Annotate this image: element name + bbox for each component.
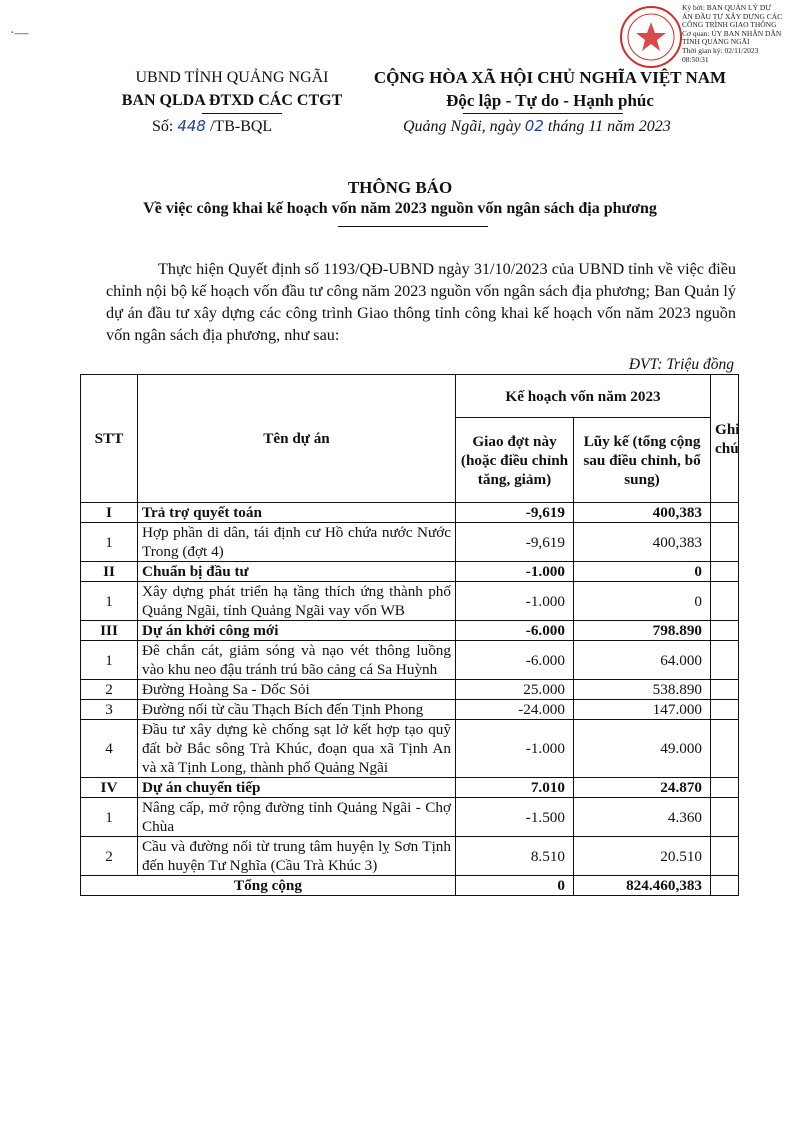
section-row — [81, 562, 739, 582]
signature-seal-icon — [618, 4, 684, 70]
total-cum: 824.460,383 — [574, 876, 711, 896]
signature-line: Ký bởi: BAN QUẢN LÝ DỰ — [682, 3, 772, 12]
document-subtitle: Về việc công khai kế hoạch vốn năm 2023 nguồn vốn ngân sách địa phương — [143, 200, 657, 217]
cell-alloc: -6.000 — [456, 621, 574, 641]
cell-stt: 1 — [81, 582, 138, 621]
cell-note — [711, 641, 739, 680]
header-stt: STT — [81, 375, 138, 503]
total-note — [711, 876, 739, 896]
cell-cum: 538.890 — [574, 680, 711, 700]
date-day: 02 — [524, 117, 544, 135]
cell-name: Nâng cấp, mở rộng đường tỉnh Quảng Ngãi - Chợ Chùa — [138, 798, 456, 837]
total-alloc: 0 — [456, 876, 574, 896]
doc-number-prefix: Số: — [152, 118, 174, 135]
cell-stt: 2 — [81, 837, 138, 876]
cell-note — [711, 798, 739, 837]
doc-number-suffix: /TB-BQL — [209, 118, 273, 135]
cell-name: Xây dựng phát triển hạ tầng thích ứng thành phố Quảng Ngãi, tỉnh Quảng Ngãi vay vốn WB — [138, 582, 456, 621]
cell-cum: 64.000 — [574, 641, 711, 680]
cell-stt: 1 — [81, 798, 138, 837]
table-row — [81, 700, 739, 720]
cell-name: Hợp phần di dân, tái định cư Hồ chứa nước Nước Trong (đợt 4) — [138, 523, 456, 562]
cell-stt: IV — [81, 778, 138, 798]
cell-name: Đầu tư xây dựng kè chống sạt lở kết hợp tạo quỹ đất bờ Bắc sông Trà Khúc, đoạn qua xã Tịnh An và xã Tịnh Long, thành phố Quảng Ngãi — [138, 720, 456, 778]
cell-name: Trả trợ quyết toán — [138, 503, 456, 523]
agency-parent: UBND TỈNH QUẢNG NGÃI — [135, 69, 329, 86]
cell-cum: 4.360 — [574, 798, 711, 837]
total-label: Tổng cộng — [81, 876, 456, 896]
cell-note — [711, 523, 739, 562]
document-number — [152, 117, 272, 136]
body-paragraph: Thực hiện Quyết định số 1193/QĐ-UBND ngày 31/10/2023 của UBND tỉnh về việc điều chỉnh nội bộ kế hoạch vốn đầu tư công năm 2023 nguồn vốn ngân sách địa phương; Ban Quản lý dự án đầu tư xây dựng các công trình Giao thông tỉnh công khai kế hoạch vốn năm 2023 nguồn vốn ngân sách địa phương, như sau: — [106, 260, 736, 344]
cell-alloc: 7.010 — [456, 778, 574, 798]
table-row — [81, 798, 739, 837]
signature-line: TỈNH QUẢNG NGÃI — [682, 37, 750, 47]
signature-line: ÁN ĐẦU TƯ XÂY DỰNG CÁC — [682, 11, 783, 21]
cell-alloc: -6.000 — [456, 641, 574, 680]
table-row — [81, 582, 739, 621]
margin-mark: ·— — [10, 26, 29, 41]
table-row — [81, 680, 739, 700]
cell-note — [711, 621, 739, 641]
cell-cum: 798.890 — [574, 621, 711, 641]
cell-cum: 400,383 — [574, 503, 711, 523]
unit-label: ĐVT: Triệu đồng — [628, 356, 734, 373]
section-row — [81, 503, 739, 523]
cell-alloc: -9,619 — [456, 523, 574, 562]
subtitle-underline — [338, 226, 488, 227]
cell-name: Dự án khởi công mới — [138, 621, 456, 641]
cell-note — [711, 582, 739, 621]
table-row — [81, 720, 739, 778]
cell-note — [711, 720, 739, 778]
cell-cum: 49.000 — [574, 720, 711, 778]
cell-cum: 0 — [574, 562, 711, 582]
cell-note — [711, 503, 739, 523]
table-body — [81, 503, 739, 896]
table-row — [81, 641, 739, 680]
agency-underline — [202, 113, 282, 114]
cell-alloc: 8.510 — [456, 837, 574, 876]
signature-line: CÔNG TRÌNH GIAO THÔNG — [682, 20, 777, 30]
date-suffix: tháng 11 năm 2023 — [547, 118, 671, 135]
header-cumulative: Lũy kế (tổng cộng sau điều chỉnh, bổ sung) — [574, 418, 711, 503]
cell-stt: 2 — [81, 680, 138, 700]
cell-note — [711, 778, 739, 798]
cell-alloc: -1.000 — [456, 720, 574, 778]
cell-name: Đường Hoàng Sa - Dốc Sỏi — [138, 680, 456, 700]
header-project-name: Tên dự án — [138, 375, 456, 503]
issuing-agency — [92, 66, 372, 112]
cell-stt: 4 — [81, 720, 138, 778]
cell-cum: 0 — [574, 582, 711, 621]
national-motto: Độc lập - Tự do - Hạnh phúc — [446, 91, 654, 110]
section-row — [81, 621, 739, 641]
capital-plan-table — [80, 374, 739, 896]
header-note: Ghi chú — [711, 375, 739, 503]
cell-cum: 400,383 — [574, 523, 711, 562]
signature-line: 08:50:31 — [682, 54, 709, 64]
document-title: THÔNG BÁO — [347, 178, 453, 197]
cell-name: Cầu và đường nối từ trung tâm huyện lỵ Sơn Tịnh đến huyện Tư Nghĩa (Cầu Trà Khúc 3) — [138, 837, 456, 876]
cell-stt: 1 — [81, 523, 138, 562]
signature-line: Cơ quan: ỦY BAN NHÂN DÂN — [682, 28, 782, 38]
cell-alloc: -9,619 — [456, 503, 574, 523]
cell-note — [711, 680, 739, 700]
cell-note — [711, 700, 739, 720]
national-header — [360, 66, 740, 112]
cell-alloc: 25.000 — [456, 680, 574, 700]
digital-signature-info — [682, 4, 797, 64]
cell-stt: I — [81, 503, 138, 523]
cell-name: Đê chắn cát, giảm sóng và nạo vét thông luồng vào khu neo đậu tránh trú bão cảng cá Sa Huỳnh — [138, 641, 456, 680]
cell-alloc: -1.000 — [456, 582, 574, 621]
cell-stt: 1 — [81, 641, 138, 680]
cell-note — [711, 837, 739, 876]
cell-cum: 20.510 — [574, 837, 711, 876]
cell-alloc: -24.000 — [456, 700, 574, 720]
cell-cum: 24.870 — [574, 778, 711, 798]
cell-alloc: -1.500 — [456, 798, 574, 837]
cell-cum: 147.000 — [574, 700, 711, 720]
document-date — [403, 117, 671, 136]
cell-name: Đường nối từ cầu Thạch Bích đến Tịnh Phong — [138, 700, 456, 720]
cell-alloc: -1.000 — [456, 562, 574, 582]
agency-name: BAN QLDA ĐTXD CÁC CTGT — [121, 92, 343, 109]
total-row — [81, 876, 739, 896]
date-prefix: Quảng Ngãi, ngày — [403, 118, 521, 135]
section-row — [81, 778, 739, 798]
motto-underline — [463, 113, 623, 114]
signature-line: Thời gian ký: 02/11/2023 — [682, 45, 759, 55]
cell-name: Chuẩn bị đầu tư — [138, 562, 456, 582]
cell-stt: III — [81, 621, 138, 641]
cell-stt: II — [81, 562, 138, 582]
header-allocation: Giao đợt này (hoặc điều chỉnh tăng, giảm) — [456, 418, 574, 503]
cell-stt: 3 — [81, 700, 138, 720]
cell-name: Dự án chuyển tiếp — [138, 778, 456, 798]
table-row — [81, 837, 739, 876]
country-name: CỘNG HÒA XÃ HỘI CHỦ NGHĨA VIỆT NAM — [373, 68, 727, 87]
header-plan: Kế hoạch vốn năm 2023 — [456, 375, 711, 418]
table-row — [81, 523, 739, 562]
doc-number-value: 448 — [177, 117, 206, 135]
cell-note — [711, 562, 739, 582]
